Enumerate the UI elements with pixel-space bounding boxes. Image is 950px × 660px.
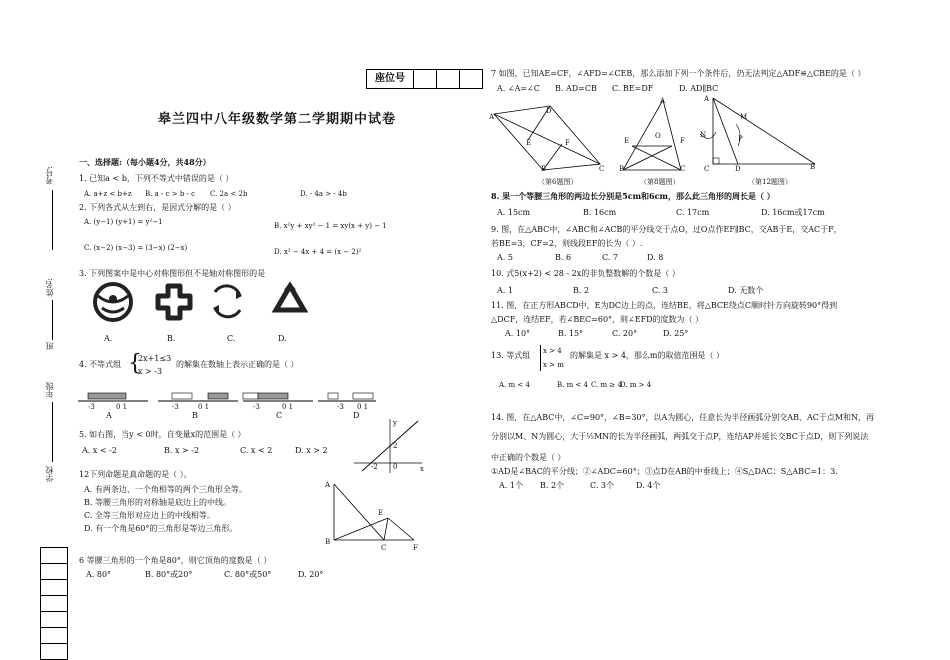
badge-icon — [95, 284, 131, 320]
q4-ineq1: 2x+1≤3 — [138, 354, 172, 363]
q8-stem: 8. 果一个等腰三角形的两边长分别是5cm和6cm，那么此三角形的周长是（ ） — [491, 191, 775, 201]
q12-option-c: C. 全等三角形对应边上的中线相等。 — [84, 511, 215, 520]
fig12-label-d: D — [735, 165, 741, 173]
q6-option-d: D. 20° — [298, 570, 324, 579]
q3-option-b: B. — [167, 334, 176, 343]
q7-option-c: C. BE=DF — [612, 84, 654, 93]
q3-figures — [90, 282, 330, 324]
q3-stem: 3. 下列图案中是中心对称图形但不是轴对称图形的是 — [79, 269, 266, 278]
q5-stem: 5. 如右图，当y < 0时，自变量x的范围是（ ） — [79, 430, 246, 439]
q12-label-b: B — [325, 538, 331, 546]
fig12-label-p: P — [738, 135, 743, 143]
q11-option-b: B. 15° — [558, 329, 584, 338]
q12-label-a: A — [325, 481, 331, 489]
number-line-c — [243, 393, 313, 401]
q3-option-d: D. — [278, 334, 287, 343]
q14-option-d: D. 4个 — [636, 481, 661, 490]
q13-brace — [540, 345, 541, 371]
fig12 — [700, 98, 815, 164]
fig8-label-o: O — [655, 132, 661, 140]
kaohao-line — [52, 190, 53, 250]
number-line-b — [158, 393, 238, 401]
q4-brace: { — [128, 351, 142, 376]
fig8-label-c: C — [680, 165, 686, 173]
q11-option-a: A. 10° — [505, 329, 531, 338]
q9-line2: 若BE=3，CF=2，则线段EF的长为（ ）. — [491, 239, 643, 248]
side-label-xuexiao: 学校 — [45, 466, 54, 482]
q12-option-d: D. 有一个角是60°的三角形是等边三角形。 — [84, 524, 238, 533]
q8-option-c: C. 17cm — [676, 208, 710, 217]
q14-line4: ①AD是∠BAC的平分线；②∠ADC=60°；③点D在AB的中垂线上；④S△DAC：S△ABC=1：3. — [491, 467, 838, 476]
q12-option-a: A. 有两条边、一个角相等的两个三角形全等。 — [84, 485, 247, 494]
fig8-label-a: A — [660, 97, 666, 105]
q12-option-b: B. 等腰三角形的对称轴是底边上的中线。 — [84, 498, 231, 507]
q13-option-b: B. m < 4 — [557, 381, 589, 389]
fig8-label-b: B — [619, 165, 625, 173]
q6-option-b: B. 80°或20° — [145, 570, 193, 579]
seat-cell[interactable] — [436, 70, 459, 88]
fig12-label-c: C — [704, 165, 710, 173]
q5-option-d: D. x > 2 — [295, 446, 328, 455]
q1-option-c: C. 2a < 2b — [210, 190, 248, 198]
q10-option-a: A. 1 — [497, 286, 513, 295]
q13-ineq1: x > 4 — [543, 347, 562, 355]
q12-stem: 12下列命题是真命题的是（ ）。 — [79, 470, 192, 479]
q11-option-d: D. 25° — [663, 329, 689, 338]
fig6-label-d: D — [546, 107, 552, 115]
q14-line1: 14. 图，在△ABC中，∠C=90°，∠B=30°，以A为圆心，任意长为半径画弧分别交AB、AC于点M和N，再 — [491, 413, 875, 422]
q9-option-a: A. 5 — [497, 253, 513, 262]
q13-ineq2: x > m — [543, 361, 564, 369]
q4-tick-a2: 0 1 — [116, 403, 128, 411]
q4-option-c: C — [276, 411, 283, 420]
seat-label: 座位号 — [375, 73, 405, 84]
q9-option-d: D. 8 — [647, 253, 664, 262]
q13-pre: 13. 等式组 — [491, 351, 531, 360]
recycle-icon — [276, 284, 304, 310]
q5-axis-y: y — [393, 419, 397, 427]
fig8-label-e: E — [624, 137, 630, 145]
side-label-nianji: 年级 — [45, 382, 54, 398]
q13-mid: 的解集是 x > 4，那么m的取值范围是（ ） — [570, 351, 725, 360]
q5-option-a: A. x < -2 — [82, 446, 117, 455]
q2-option-c: C. (x−2) (x−3) = (3−x) (2−x) — [84, 244, 188, 252]
fig6-label-c: C — [599, 165, 605, 173]
q4-stem-post: 的解集在数轴上表示正确的是（ ） — [176, 360, 299, 369]
q12-label-c: C — [381, 544, 387, 552]
cross-flower-icon — [158, 286, 190, 318]
q9-option-b: B. 6 — [555, 253, 572, 262]
page-title: 皋兰四中八年级数学第二学期期中试卷 — [158, 112, 397, 127]
q10-option-d: D. 无数个 — [728, 286, 764, 295]
number-line-a — [78, 393, 148, 401]
fig12-label-b: B — [810, 163, 816, 171]
fig6-label-a: A — [489, 113, 495, 121]
q14-option-a: A. 1个 — [499, 481, 523, 490]
fig6-label-e: E — [526, 139, 532, 147]
fig12-label-m: M — [740, 113, 748, 121]
nianji-line — [52, 402, 53, 462]
side-label-kaohao: 考号: — [45, 166, 54, 185]
q6-option-a: A. 80° — [86, 570, 112, 579]
q4-ineq2: x > -3 — [138, 367, 163, 376]
q3-option-c: C. — [227, 334, 236, 343]
q5-label-o: 0 — [393, 463, 398, 471]
q1-stem: 1. 已知a < b，下列不等式中错误的是（ ） — [79, 174, 234, 183]
q13-option-a: A. m < 4 — [499, 381, 530, 389]
q8-option-d: D. 16cm或17cm — [761, 208, 825, 217]
q5-label-2: 2 — [393, 442, 398, 450]
q14-option-c: C. 3个 — [590, 481, 615, 490]
xingming-line — [52, 300, 53, 340]
caption-fig12: （第12题图） — [748, 178, 792, 186]
q5-option-c: C. x < 2 — [240, 446, 273, 455]
q10-option-b: B. 2 — [573, 286, 590, 295]
q5-label-m2: -2 — [371, 463, 378, 471]
side-label-ban: 班 — [45, 342, 54, 350]
q10-option-c: C. 3 — [652, 286, 669, 295]
number-line-d — [318, 393, 376, 401]
q6-option-c: C. 80°或50° — [224, 570, 272, 579]
q12-figure — [322, 478, 422, 548]
q4-tick-c: -3 — [253, 403, 260, 411]
q13-option-d: D. m > 4 — [620, 381, 652, 389]
q4-tick-b2: 0 1 — [198, 403, 210, 411]
q11-line1: 11. 图，在正方形ABCD中，E为DC边上的点，连结BE，将△BCE绕点C顺时针方向旋转90°得到 — [491, 301, 838, 310]
q9-option-c: C. 7 — [602, 253, 619, 262]
q7-option-a: A. ∠A=∠C — [497, 84, 540, 93]
q7-option-b: B. AD=CB — [555, 84, 597, 93]
q3-option-a: A. — [104, 334, 113, 343]
q7-stem: 7 如图，已知AE=CF，∠AFD=∠CEB，那么添加下列一个条件后，仍无法判定△ADF≌△CBE的是（ ） — [491, 69, 866, 78]
q4-option-d: D — [353, 411, 360, 420]
q4-tick-c2: 0 1 — [282, 403, 294, 411]
fig12-label-a: A — [704, 95, 710, 103]
q14-line3: 中正确的个数是（ ） — [491, 453, 566, 462]
q2-option-a: A. (y−1) (y+1) = y²−1 — [84, 218, 163, 226]
q8-option-a: A. 15cm — [497, 208, 531, 217]
q11-line2: △DCF，连结EF，若∠BEC=60°，则∠EFD的度数为（ ） — [491, 315, 704, 324]
q1-option-d: D. - 4a > - 4b — [300, 190, 347, 198]
fig6-label-f: F — [565, 139, 570, 147]
q4-option-a: A — [106, 411, 112, 420]
q2-stem: 2. 下列各式从左到右，是因式分解的是（ ） — [79, 203, 236, 212]
q11-option-c: C. 20° — [612, 329, 638, 338]
seat-number-box — [366, 69, 483, 89]
seat-grid — [40, 547, 68, 660]
caption-fig6: （第6题图） — [538, 178, 578, 186]
section-heading: 一、选择题:（每小题4分，共48分） — [79, 157, 211, 167]
q5-option-b: B. x > -2 — [164, 446, 200, 455]
q4-option-b: B — [192, 411, 198, 420]
seat-cell[interactable] — [413, 70, 436, 88]
q12-label-f: F — [413, 544, 418, 552]
q10-stem: 10. 式5(x+2) < 28 - 2x的非负整数解的个数是（ ） — [491, 269, 680, 278]
fig8 — [623, 100, 681, 170]
q4-stem-pre: 4. 不等式组 — [79, 360, 122, 369]
q4-tick-a: -3 — [88, 403, 95, 411]
fig6-label-b: B — [541, 165, 547, 173]
q2-option-d: D. x² − 4x + 4 = (x − 2)² — [274, 248, 362, 256]
q4-tick-d: -3 — [337, 403, 344, 411]
q14-option-b: B. 2个 — [540, 481, 565, 490]
rotating-arrows-icon — [213, 286, 242, 317]
side-label-xingming: 姓名: — [45, 278, 54, 297]
q5-axis-x: x — [420, 465, 424, 473]
caption-fig8: （第8题图） — [640, 178, 680, 186]
fig8-label-f: F — [680, 137, 685, 145]
q13-option-c: C. m ≥ 4 — [591, 381, 622, 389]
q14-line2: 分别以M、N为圆心，大于½MN的长为半径画弧，两弧交于点P，连结AP并延长交BC于点D，则下列说法 — [491, 432, 869, 441]
seat-cell[interactable] — [459, 70, 482, 88]
q6-stem: 6 等腰三角形的一个角是80°，则它顶角的度数是（ ） — [79, 556, 272, 565]
q4-tick-d2: 0 1 — [357, 403, 369, 411]
q12-label-e: E — [378, 509, 384, 517]
fig12-label-n: N — [700, 131, 707, 139]
q4-tick-b: -3 — [172, 403, 179, 411]
q9-line1: 9. 图，在△ABC中，∠ABC和∠ACB的平分线交于点O，过O点作EF∥BC，交AB于E，交AC于F， — [491, 225, 842, 234]
q2-option-b: B. x²y + xy² − 1 = xy(x + y) − 1 — [274, 222, 387, 230]
q1-option-a: A. a+z < b+z — [84, 190, 132, 198]
q5-graph — [352, 415, 427, 475]
q7-option-d: D. AD∥BC — [679, 84, 719, 93]
q1-option-b: B. a - c > b - c — [145, 190, 196, 198]
q8-option-b: B. 16cm — [583, 208, 617, 217]
